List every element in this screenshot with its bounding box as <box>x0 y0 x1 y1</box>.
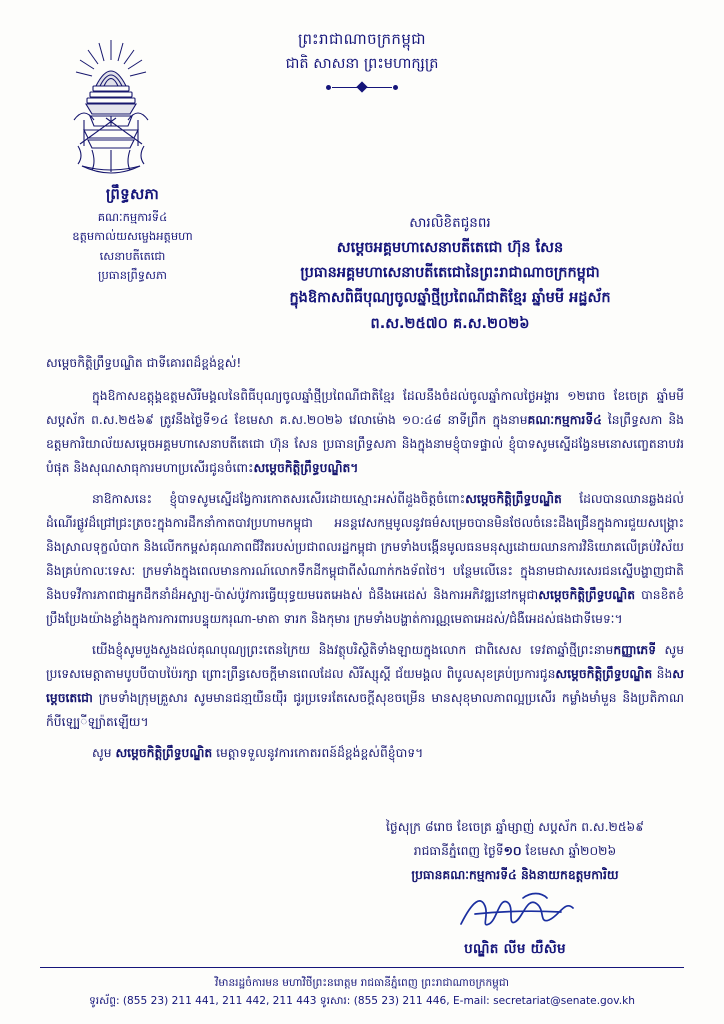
paragraph-1-emphasis-recipient: សម្តេចកិត្តិព្រឹទ្ធបណ្ឌិត។ <box>253 460 359 475</box>
signer-role: ប្រធានគណៈកម្មការទី៤ និងនាយកឧត្តមការិយ <box>411 867 619 882</box>
paragraph-2 <box>46 488 684 632</box>
organization-name: ព្រឹទ្ធសភា <box>105 185 160 203</box>
paragraph-3-part-g: ក្រមទាំងក្រុមគ្រួសារ សូមមានជនា្មយឺនយ៉ឺរ ជូរប្រទេរតែសេចក្តីសុខចម្រើន មានសុខុមាលភាពល្អប្រសើរ កម្លាំងមាំមួន និងប្រតិភាណ ក៏បីឡេ្បីឡ្យ៉ាតឡើយ។ <box>46 690 684 729</box>
paragraph-3 <box>46 639 684 735</box>
recipient-name: សម្តេចអគ្គមហាសេនាបតីតេជោ ហ៊ុន សែន <box>336 239 564 256</box>
closing-part-a: សូម <box>92 745 112 760</box>
paragraph-3-emphasis-2: សម្តេចតេជោ <box>46 666 684 705</box>
paragraph-2-part-c: ដែលបានឈានឆ្លងដល់ដំណើរផ្លូវដ៏ជ្រៅជ្រះត្រចះក្នុងការដឹកនាំកាតបាវប្រហាមកម្ពុជា អនន្តវេសកម្មមូលនូវធម៌សម្រេចបានមិនថែលចំនេះដឹងជ្រើនក្នុងការជួយសង្គ្រោះ និងស្រាលទុក្ខលំបាក និងលើកកម្ពស់គុណភាពជីវិតរបស់ប្រជាពលរដ្ឋកម្ពុជា ក្រមទាំងបង្កើនមូលធនមនុស្សដោយឈានការវិនិយោគលើគ្រប់វិស័យ និងគ្រប់កាលៈទេសៈ ក្រមទាំងក្នុងពេលមានការណ៍លោកទឹកដីកម្ពុជាពីសំណាក់កងទ័ពថៃ។ បន្ថែមលើនេះ ក្នុងនាមជាសរសេរជនស្នើបង្ហាញជាតិនិងបទវីការភាពជាអ្នកដឹកនាំដ៏អស្ចារ្យ-ប៉ាស់ប៉ូវការធ្វើយុទ្ធយមរេតអេងស់ ជំនឹងអេដេស់ និងការអភិវឌ្ឍនៅកម្ពុជា <box>46 491 684 602</box>
signature-place-day: ១០ <box>503 843 522 858</box>
footer-contact: ទូរស័ព្ទ: (855 23) 211 441, 211 442, 211 443 ទូរសារ: (855 23) 211 446, E-mail: secretariat@senate.gov.kh <box>89 995 635 1007</box>
letter-body <box>46 352 684 773</box>
signature-place-suffix: ខែមេសា ឆ្នាំ២០២៦ <box>521 843 617 858</box>
paragraph-2-emphasis-2: សម្តេចកិត្តិព្រឹទ្ធបណ្ឌិត <box>538 587 635 602</box>
paragraph-2-emphasis-1: សម្តេចកិត្តិព្រឹទ្ធបណ្ឌិត <box>465 491 562 506</box>
document-type: សារលិខិតជូនពរ <box>409 215 491 231</box>
closing-emphasis: សម្តេចកិត្តិព្រឹទ្ធបណ្ឌិត <box>115 745 213 760</box>
office-head-title: ប្រធានព្រឹទ្ធសភា <box>98 268 167 283</box>
document-footer <box>40 967 684 1010</box>
senate-royal-emblem-icon <box>66 34 156 184</box>
year-line: ព.ស.២៥៧០ គ.ស.២០២៦ <box>370 315 530 332</box>
handwritten-signature-icon <box>350 890 680 936</box>
footer-address: វិមានរដ្ឋចំការមន មហាវិថីព្រះនរោត្តម រាជធានីភ្នំពេញ ព្រះរាជាណាចក្រកម្ពុជា <box>215 977 509 989</box>
signature-date: ថ្ងៃសុក្រ ៨រោច ខែចេត្រ ឆ្នាំម្សាញ់ សប្តស័ក ព.ស.២៥៦៩ <box>386 820 644 834</box>
paragraph-3-conjunction: និង <box>652 666 673 681</box>
paragraph-2-part-a: នាឱកាសនេះ ខ្ញុំបាទសូមស្នើដង្វែការកោតសរសើរដោយស្មោះអស់ពីដួងចិត្តចំពោះ <box>92 491 466 506</box>
paragraph-1-part-c: នៃព្រឹទ្ធសភា និងឧត្តមការិយាល័យសម្តេចអគ្គមហាសេនាបតីតេជោ ហ៊ុន សែន ប្រធានព្រឹទ្ធសភា និងក្នុងនាមខ្ញុំបាទផ្ទាល់ ខ្ញុំបាទសូមស្នើដង្វែនមនោសញ្ចេតនាបវរបំផុត និងសុណសាធុការមហាប្រសើរជូនចំពោះ <box>46 412 684 475</box>
royal-divider-ornament-icon <box>326 82 398 92</box>
paragraph-1-part-a: ក្នុងឱកាសឧត្តុង្គឧត្តមសិរីមង្គលនៃពិធីបុណ្យចូលឆ្នាំថ្មីប្រពៃណីជាតិខ្មែរ ដែលនឹងចំដល់ចូលឆ្នាំកាលថ្ងៃអង្គារ ១២រោច ខែចេត្រ ឆ្នាំមមី សប្តស័ក ព.ស.២៥៦៩ ត្រូវនឹងថ្ងៃទី១៤ ខែមេសា គ.ស.២០២៦ វេលាម៉ោង ១០:៤៨ នាទីព្រឹក ក្នុងនាម <box>46 388 684 427</box>
closing-paragraph <box>46 742 684 766</box>
paragraph-1-emphasis-committee: គណៈកម្មការទី៤ <box>527 412 602 427</box>
closing-part-c: មេត្តាទទួលនូវការកោតរពន៍ដ៏ខ្ពង់ខ្ពស់ពីខ្ញុំបាទ។ <box>212 745 424 760</box>
kingdom-title: ព្រះរាជាណាចក្រកម្ពុជា <box>298 30 426 48</box>
office-name: ឧត្តមកាល់យសម្ចេងអត្តមហាសេនាបតីតេជោ <box>72 229 193 263</box>
recipient-title: ប្រធានអគ្គមហាសេនាបតីតេជោនៃព្រះរាជាណាចក្រកម្ពុជា <box>300 265 600 281</box>
paragraph-1 <box>46 385 684 481</box>
committee-name: គណៈកម្មការទី៤ <box>97 209 168 224</box>
salutation: សម្តេចកិត្តិព្រឹទ្ធបណ្ឌិត ជាទីគោរពដ៏ខ្ពង់ខ្ពស់! <box>46 356 242 370</box>
paragraph-3-part-c: សូមប្រទេសមេត្តាតាមបូបបីបាបប៉ៃរក្សា ព្រោះព្រឹន្ធសេចក្តីមានពេលដែល សិរីស្សុស្តី ជ័យមង្គល ពិបូលសុខគ្រប់ប្រការជូន <box>46 642 684 681</box>
signature-block <box>350 816 680 962</box>
signer-name: បណ្ឌិត លីម យឺសិម <box>464 940 566 957</box>
footer-divider <box>40 967 684 968</box>
issuing-office-block <box>40 182 225 286</box>
occasion-line: ក្នុងឱកាសពិធីបុណ្យចូលឆ្នាំថ្មីប្រពៃណីជាតិខ្មែរ ឆ្នាំមមី អដ្ឋស័ក <box>289 290 611 307</box>
national-motto: ជាតិ សាសនា ព្រះមហាក្សត្រ <box>285 55 439 72</box>
signature-place-prefix: រាជធានីភ្នំពេញ ថ្ងៃទី <box>413 843 504 858</box>
paragraph-3-emphasis-1: សម្តេចកិត្តិព្រឹទ្ធបណ្ឌិត <box>555 666 653 681</box>
letter-title-block <box>215 212 685 337</box>
paragraph-3-part-a: យើងខ្ញុំសូមបួងសួងដល់គុណបុណ្យព្រះតេនក្រៃយ និងវត្ថុបរិស្ថិតិទាំងឡាយក្នុងលោក ជាពិសេស ទេវតាឆ្នាំថ្មីព្រះនាម <box>92 642 614 657</box>
paragraph-2-part-e: បានខិតខំប្រឹងប្រែងយ៉ាងខ្លាំងក្នុងការការពារបន្ទុយករុណា-មាតា ទារក និងកុមារ ក្រមទាំងបង្ហាត់ការណ្ណមេតាអេដស់/ជំងឺអេដស់ផងជាទីមេទៈ។ <box>46 587 685 626</box>
signature-place <box>350 840 680 864</box>
paragraph-3-emphasis-deity: កញ្ញាភេទី <box>613 642 657 657</box>
